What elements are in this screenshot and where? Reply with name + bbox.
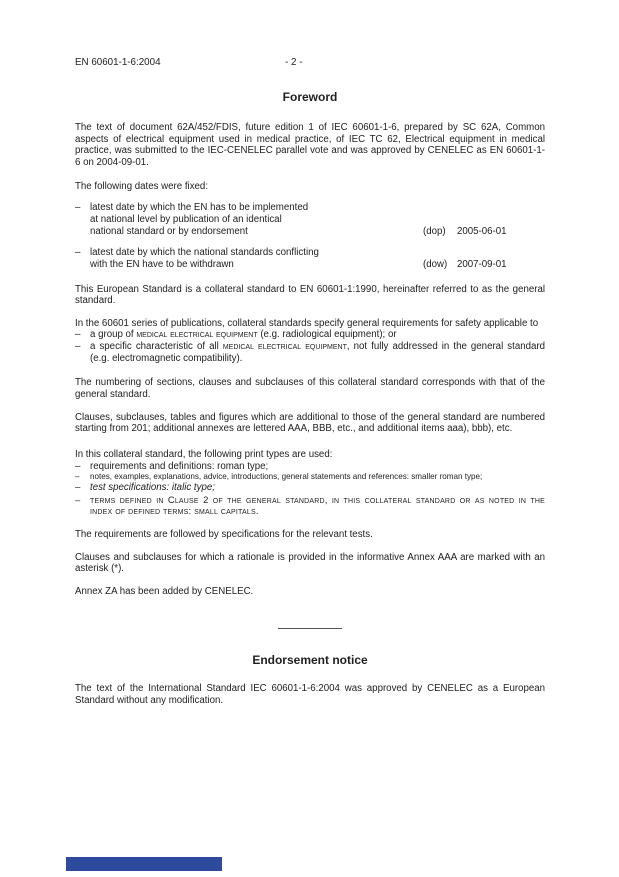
page-content: [75, 57, 545, 706]
list-dash: –: [75, 341, 81, 353]
list-dash: –: [75, 481, 81, 493]
foreword-intro-paragraph: The text of document 62A/452/FDIS, future edition 1 of IEC 60601-1-6, prepared by SC 62A, Common aspects of electrical equipment used in medical practice, of IEC TC 62, Electrical equipment in medical practice, was submitted to the IEC-CENELEC parallel vote and was approved by CENELEC as EN 60601-1-6 on 2004-09-01.: [75, 122, 545, 169]
date-item-line: at national level by publication of an identical: [90, 213, 282, 225]
additional-paragraph: Clauses, subclauses, tables and figures which are additional to those of the general standard are numbered starting from 201; additional annexes are lettered AAA, BBB, etc., and additional items aaa), bbb), etc.: [75, 411, 545, 435]
requirements-paragraph: The requirements are followed by specifications for the relevant tests.: [75, 529, 373, 541]
list-dash: –: [75, 493, 81, 505]
print-type-italic: test specifications: italic type;: [90, 481, 215, 493]
endorsement-paragraph: The text of the International Standard IEC 60601-1-6:2004 was approved by CENELEC as a European Standard without any modification.: [75, 683, 545, 706]
section-separator-line: [278, 628, 342, 629]
list-dash: –: [75, 247, 81, 259]
defined-term: medical electrical equipment: [136, 329, 258, 341]
page-header: [75, 57, 545, 69]
list-dash: –: [75, 202, 81, 214]
print-type-small-capitals: terms defined in Clause 2 of the general standard, in this collateral standard or as noted in the index of defined terms: small capitals.: [90, 493, 545, 516]
date-item-dow: [75, 247, 545, 270]
document-reference: EN 60601-1-6:2004: [75, 57, 161, 68]
print-type-roman: requirements and definitions: roman type;: [90, 460, 269, 472]
print-type-item: [75, 472, 545, 482]
date-value-dow: 2007-09-01: [457, 258, 507, 270]
date-item-line: national standard or by endorsement: [90, 225, 248, 237]
print-type-item: [75, 494, 545, 517]
page-number: - 2 -: [285, 57, 303, 68]
date-label-dop: (dop): [423, 225, 446, 237]
series-item: [75, 329, 545, 341]
series-intro-paragraph: In the 60601 series of publications, collateral standards specify general requirements for safety applicable to: [75, 317, 539, 329]
list-dash: –: [75, 472, 80, 482]
date-item-line: latest date by which the national standards conflicting: [90, 247, 319, 259]
date-value-dop: 2005-06-01: [457, 225, 507, 237]
annex-za-paragraph: Annex ZA has been added by CENELEC.: [75, 586, 254, 598]
list-dash: –: [75, 460, 81, 472]
foreword-title: Foreword: [282, 89, 338, 104]
print-type-smaller-roman: notes, examples, explanations, advice, introductions, general statements and references: smaller roman type;: [90, 472, 483, 482]
date-label-dow: (dow): [423, 258, 448, 270]
print-types-intro: In this collateral standard, the following print types are used:: [75, 448, 333, 460]
series-item: [75, 341, 545, 364]
rationale-paragraph: Clauses and subclauses for which a rationale is provided in the informative Annex AAA are marked with an asterisk (*).: [75, 551, 545, 575]
list-dash: –: [75, 329, 81, 341]
series-item-text: a specific characteristic of all medical electrical equipment, not fully addressed in the general standard (e.g. electromagnetic compatibility).: [90, 341, 545, 364]
date-item-dop: [75, 202, 545, 237]
series-item-text: a group of medical electrical equipment (e.g. radiological equipment); or: [90, 329, 397, 341]
print-type-item: [75, 482, 545, 494]
numbering-paragraph: The numbering of sections, clauses and subclauses of this collateral standard corresponds with that of the general standard.: [75, 377, 545, 401]
dates-intro: The following dates were fixed:: [75, 180, 209, 192]
date-item-line: latest date by which the EN has to be implemented: [90, 202, 309, 214]
collateral-paragraph: This European Standard is a collateral standard to EN 60601-1:1990, hereinafter referred to as the general standard.: [75, 283, 545, 307]
footer-blue-bar: [66, 857, 222, 871]
date-item-line: with the EN have to be withdrawn: [90, 258, 234, 270]
defined-term: medical electrical equipment: [222, 341, 347, 353]
endorsement-title: Endorsement notice: [252, 652, 368, 667]
print-type-item: [75, 461, 545, 473]
